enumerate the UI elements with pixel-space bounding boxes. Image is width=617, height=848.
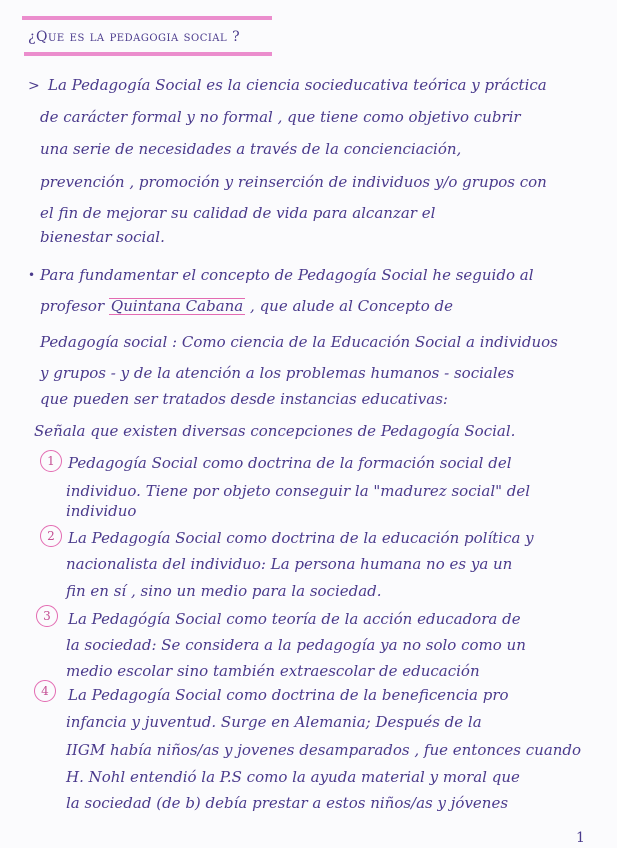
para1-line: bienestar social. <box>40 228 165 246</box>
title-highlight-bottom <box>24 52 272 56</box>
para1-line: prevención , promoción y reinserción de individuos y/o grupos con <box>40 173 547 191</box>
item-line: La Pedagogía Social como doctrina de la educación política y <box>68 529 534 547</box>
arrow-bullet: > <box>28 78 40 94</box>
item-line: infancia y juventud. Surge en Alemania; Después de la <box>66 713 482 731</box>
item-number-circle: 4 <box>34 680 56 702</box>
item-line: individuo. Tiene por objeto conseguir la "madurez social" del <box>66 482 531 500</box>
para2-prefix: profesor <box>40 297 105 315</box>
dot-bullet: • <box>28 268 36 282</box>
author-name: Quintana Cabana <box>110 297 244 315</box>
item-line: nacionalista del individuo: La persona humana no es ya un <box>66 555 513 573</box>
title-highlight-top <box>22 16 272 20</box>
para1-line: La Pedagogía Social es la ciencia socieducativa teórica y práctica <box>48 76 547 94</box>
para1-line: de carácter formal y no formal , que tiene como objetivo cubrir <box>40 108 521 126</box>
para2-line: Para fundamentar el concepto de Pedagogía Social he seguido al <box>40 266 534 284</box>
page-title: ¿Que es la pedagogia social ? <box>28 29 241 45</box>
para2-suffix: , que alude al Concepto de <box>250 297 453 315</box>
item-line: Pedagogía Social como doctrina de la formación social del <box>68 454 512 472</box>
item-line: la sociedad: Se considera a la pedagogía ya no solo como un <box>66 636 526 654</box>
item-line: IIGM había niños/as y jovenes desamparados , fue entonces cuando <box>66 741 582 759</box>
para2-line: Pedagogía social : Como ciencia de la Educación Social a individuos <box>40 333 558 351</box>
item-line: la sociedad (de b) debía prestar a estos niños/as y jóvenes <box>66 794 509 812</box>
intro-line: Señala que existen diversas concepciones de Pedagogía Social. <box>34 422 516 440</box>
item-number-circle: 2 <box>40 525 62 547</box>
para2-line: que pueden ser tratados desde instancias educativas: <box>40 390 448 408</box>
item-number-circle: 3 <box>36 605 58 627</box>
para1-line: el fin de mejorar su calidad de vida para alcanzar el <box>40 204 436 222</box>
item-line: medio escolar sino también extraescolar de educación <box>66 662 480 680</box>
item-number-circle: 1 <box>40 450 62 472</box>
item-line: fin en sí , sino un medio para la sociedad. <box>66 582 382 600</box>
item-line: La Pedagógía Social como teoría de la acción educadora de <box>68 610 521 628</box>
item-line: H. Nohl entendió la P.S como la ayuda material y moral que <box>66 768 520 786</box>
para2-line: y grupos - y de la atención a los problemas humanos - sociales <box>40 364 515 382</box>
para1-line: una serie de necesidades a través de la concienciación, <box>40 140 462 158</box>
item-line: individuo <box>66 502 137 520</box>
page-number: 1 <box>576 830 585 846</box>
para2-line <box>40 298 453 315</box>
item-line: La Pedagogía Social como doctrina de la beneficencia pro <box>68 686 509 704</box>
